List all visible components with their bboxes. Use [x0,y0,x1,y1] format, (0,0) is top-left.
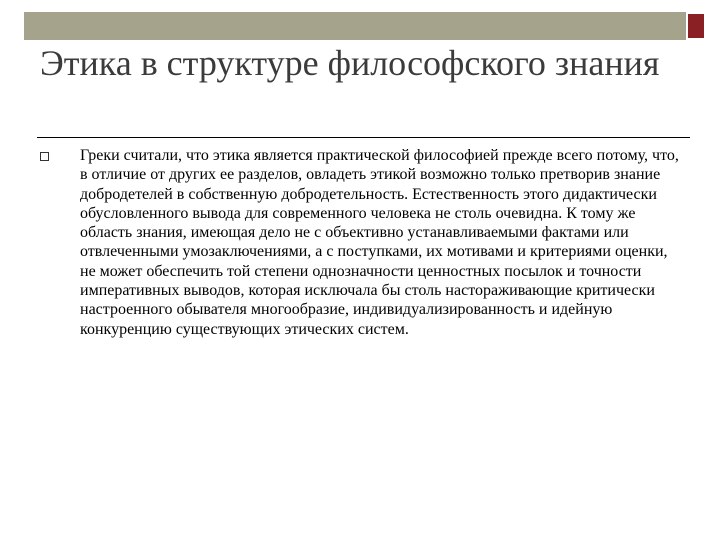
title-divider [37,137,690,138]
square-bullet-icon [40,152,49,161]
slide-title: Этика в структуре философского знания [40,43,660,83]
header-bar [24,12,688,40]
bullet-text: Греки считали, что этика является практической философией прежде всего потому, что, в отличие от других ее разделов, овладеть этикой возможно только претворив знание добродетелей в собственную добродетельность. Естественность этого дидактически обусловленного вывода для современного человека не столь очевидна. К тому же область знания, имеющая дело не с объективно устанавливаемыми фактами или отвлеченными умозаключениями, а с поступками, их мотивами и критериями оценки, не может обеспечить той степени однозначности ценностных посылок и точности императивных выводов, которая исключала бы столь настораживающие критически настроенного обывателя многообразие, индивидуализированность и идейную конкуренцию существующих этических систем. [80,147,679,338]
corner-accent-outline [688,14,704,38]
